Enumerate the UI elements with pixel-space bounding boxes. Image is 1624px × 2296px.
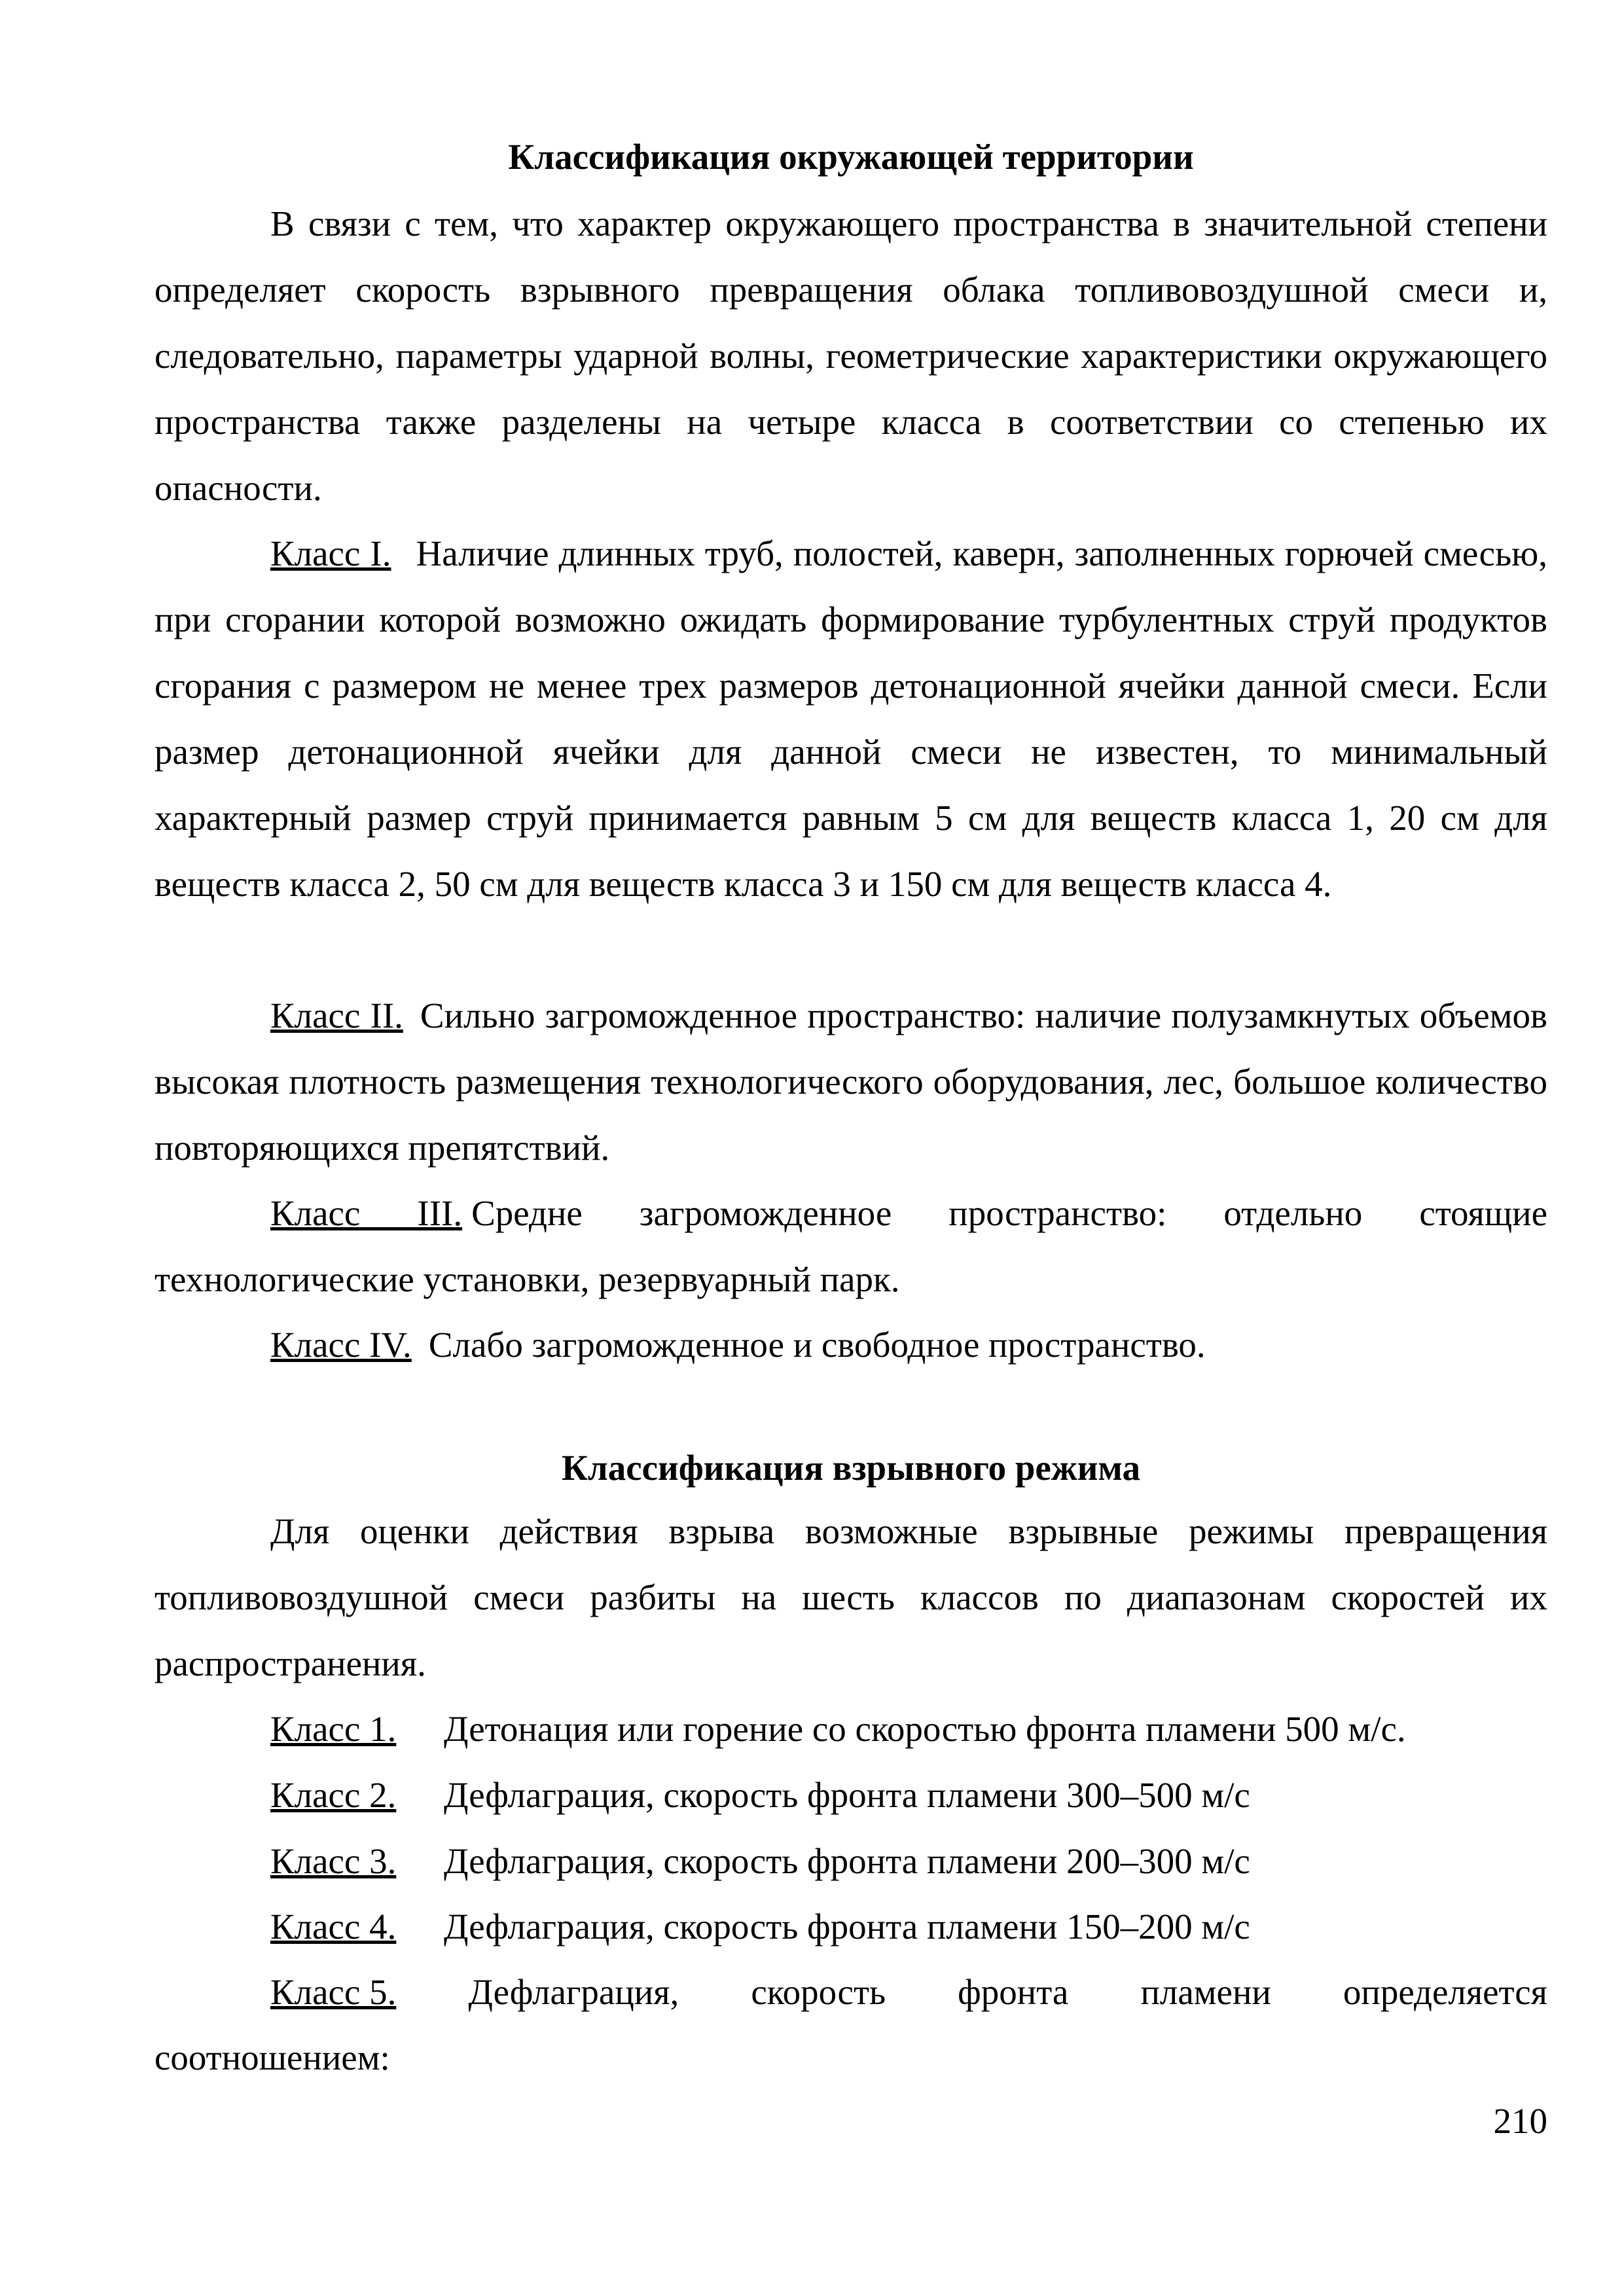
- class-3-label: Класс 3.: [270, 1841, 397, 1881]
- class-1-row: [270, 1696, 1547, 1762]
- class-5-row: [270, 1959, 1547, 2025]
- class-iii-paragraph: [154, 1180, 1547, 1312]
- class-i-label: Класс I.: [270, 533, 391, 573]
- class-ii-paragraph: [154, 982, 1547, 1181]
- class-iv-text: Слабо загроможденное и свободное пространство.: [428, 1325, 1206, 1365]
- class-1-label: Класс 1.: [270, 1709, 397, 1749]
- intro-paragraph-explosion-mode: Для оценки действия взрыва возможные взрывные режимы превращения топливовоздушной смеси разбиты на шесть классов по диапазонам скоростей их распространения.: [154, 1511, 1547, 1683]
- class-iii-label: Класс III.: [270, 1193, 463, 1233]
- class-4-label: Класс 4.: [270, 1907, 397, 1946]
- class-ii-label: Класс II.: [270, 996, 403, 1035]
- class-i-text: Наличие длинных труб, полостей, каверн, заполненных горючей смесью, при сгорании которой возможно ожидать формирование турбулентных струй продуктов сгорания с размером не менее трех размеров детонационной ячейки данной смеси. Если размер детонационной ячейки для данной смеси не известен, то минимальный характерный размер струй принимается равным 5 см для веществ класса 1, 20 см для веществ класса 2, 50 см для веществ класса 3 и 150 см для веществ класса 4.: [154, 533, 1547, 904]
- class-5-word: определяется: [1343, 1972, 1547, 2012]
- class-5-label: Класс 5.: [270, 1972, 397, 2012]
- class-5-word: скорость: [751, 1972, 886, 2012]
- class-4-row: [270, 1893, 1547, 1960]
- class-iii-text: Средне загроможденное пространство: отдельно стоящие технологические установки, резервуарный парк.: [154, 1193, 1547, 1299]
- class-3-text: Дефлаграция, скорость фронта пламени 200–300 м/с: [444, 1841, 1250, 1881]
- page-number: 210: [1493, 2101, 1547, 2141]
- class-3-row: [270, 1828, 1547, 1894]
- class-5-word: Дефлаграция,: [468, 1972, 679, 2012]
- class-i-paragraph: [154, 520, 1547, 917]
- class-5-word: пламени: [1140, 1972, 1271, 2012]
- class-2-label: Класс 2.: [270, 1775, 397, 1815]
- class-5-word: фронта: [958, 1972, 1069, 2012]
- class-iv-label: Класс IV.: [270, 1325, 412, 1365]
- section-title-explosion-mode: Классификация взрывного режима: [562, 1448, 1140, 1488]
- intro-paragraph-territory: В связи с тем, что характер окружающего пространства в значительной степени определяет скорость взрывного превращения облака топливовоздушной смеси и, следовательно, параметры ударной волны, геометрические характеристики окружающего пространства также разделены на четыре класса в соответствии со степенью их опасности.: [154, 204, 1547, 508]
- class-2-row: [270, 1762, 1547, 1828]
- class-iv-paragraph: [154, 1312, 1547, 1378]
- class-5-continuation: соотношением:: [154, 2037, 390, 2077]
- section-title-territory: Классификация окружающей территории: [508, 137, 1194, 177]
- class-1-text: Детонация или горение со скоростью фронта пламени 500 м/с.: [444, 1709, 1406, 1749]
- class-ii-text: Сильно загроможденное пространство: наличие полузамкнутых объемов высокая плотность размещения технологического оборудования, лес, большое количество повторяющихся препятствий.: [154, 996, 1547, 1168]
- class-2-text: Дефлаграция, скорость фронта пламени 300–500 м/с: [444, 1775, 1250, 1815]
- class-4-text: Дефлаграция, скорость фронта пламени 150–200 м/с: [444, 1907, 1250, 1946]
